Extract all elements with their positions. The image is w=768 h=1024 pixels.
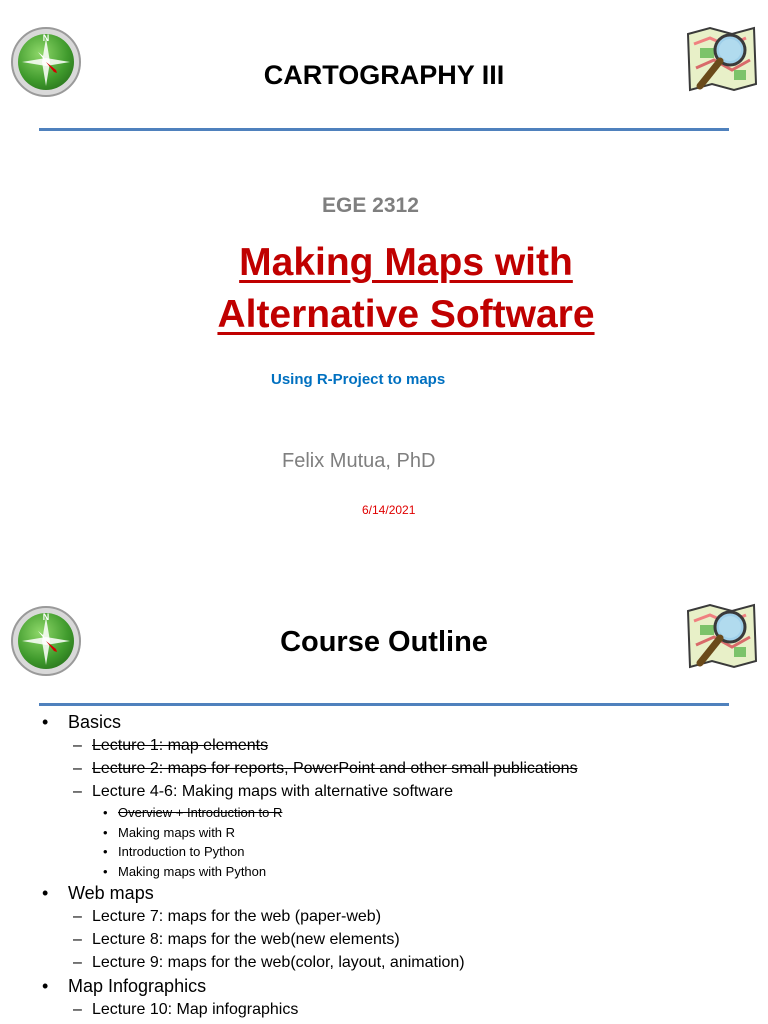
presentation-title xyxy=(0,237,768,341)
outline-lecture xyxy=(40,757,760,780)
outline-item-text: Lecture 1: map elements xyxy=(92,737,269,754)
outline-item-text: Making maps with Python xyxy=(118,863,267,879)
outline-lecture xyxy=(40,951,760,974)
outline-slide xyxy=(0,576,768,1024)
outline-item-text: Map Infographics xyxy=(68,976,207,996)
presentation-subtitle: Using R-Project to maps xyxy=(271,371,446,388)
course-code: EGE 2312 xyxy=(322,194,419,217)
title-line-2: Alternative Software xyxy=(217,293,595,336)
outline-item-text: Basics xyxy=(68,712,122,732)
outline-subtopic xyxy=(40,842,760,862)
outline-item-text: Web maps xyxy=(68,883,154,903)
presentation-date: 6/14/2021 xyxy=(362,503,416,517)
outline-item-text: Introduction to Python xyxy=(118,844,245,859)
outline-lecture xyxy=(40,780,760,803)
outline-item-text: Overview + Introduction to R xyxy=(118,805,283,820)
title-line-1: Making Maps with xyxy=(239,241,573,284)
svg-text:N: N xyxy=(42,612,50,622)
outline-subtopic xyxy=(40,803,760,823)
outline-section xyxy=(40,710,760,734)
outline-lecture xyxy=(40,928,760,951)
outline-item-text: Lecture 9: maps for the web(color, layout, animation) xyxy=(92,954,465,971)
outline-lecture xyxy=(40,998,760,1021)
author-name: Felix Mutua, PhD xyxy=(282,450,436,472)
svg-text:N: N xyxy=(42,33,50,43)
outline-subtopic xyxy=(40,823,760,843)
outline-lecture xyxy=(40,734,760,757)
outline-section xyxy=(40,881,760,905)
map-magnifier-icon xyxy=(684,601,760,677)
header-divider xyxy=(39,703,729,706)
outline-lecture xyxy=(40,905,760,928)
outline-item-text: Lecture 8: maps for the web(new elements) xyxy=(92,931,400,948)
header-divider xyxy=(39,128,729,131)
outline-item-text: Making maps with R xyxy=(118,824,236,840)
outline-item-text: Lecture 4-6: Making maps with alternative software xyxy=(92,783,454,800)
outline-section xyxy=(40,974,760,998)
course-outline-list xyxy=(40,710,760,1021)
slide-separator xyxy=(0,560,768,576)
outline-item-text: Lecture 2: maps for reports, PowerPoint and other small publications xyxy=(92,760,578,777)
outline-subtopic xyxy=(40,862,760,882)
slide-title: Course Outline xyxy=(280,626,488,658)
outline-item-text: Lecture 10: Map infographics xyxy=(92,1001,299,1018)
outline-item-text: Lecture 7: maps for the web (paper-web) xyxy=(92,908,382,925)
slide-header-title: CARTOGRAPHY III xyxy=(263,60,505,90)
map-magnifier-icon xyxy=(684,24,760,100)
